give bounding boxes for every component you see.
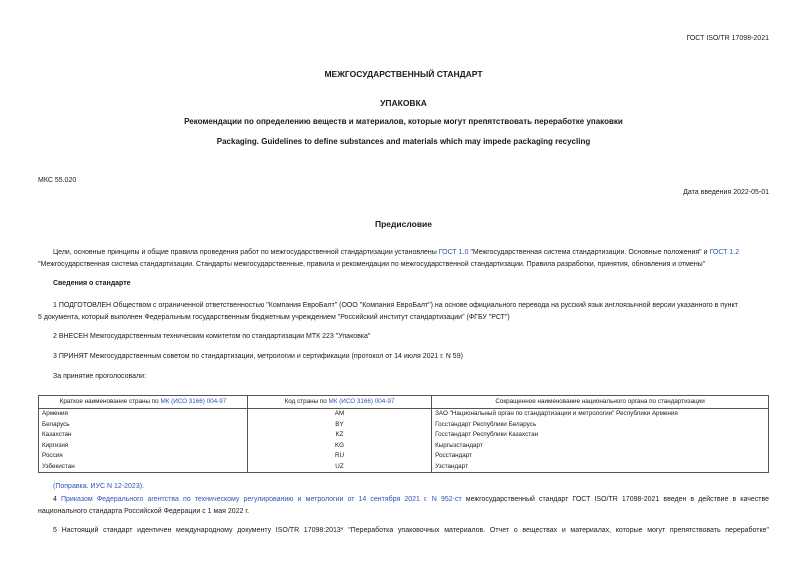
code-cell: RU <box>247 451 431 462</box>
column-header-code: Код страны по МК (ИСО 3166) 004-97 <box>247 396 431 409</box>
item-4-line-2: национального стандарта Российской Федерации с 1 мая 2022 г. <box>38 508 250 515</box>
table-row <box>39 451 769 462</box>
body-cell: Росстандарт <box>432 451 769 462</box>
foreword-text-b: "Межгосударственная система стандартизации. Основные положения" и <box>468 249 710 256</box>
item-4-line-1: 4 Приказом Федерального агентства по техническому регулированию и метрологии от 14 сентября 2021 г. N 952-ст межгосударственный стандарт ГОСТ ISO/TR 17098-2021 введен в действие в качестве <box>53 496 769 503</box>
foreword-paragraph <box>38 247 769 271</box>
item-5 <box>38 525 769 537</box>
table-header-row <box>39 396 769 409</box>
body-cell: Узстандарт <box>432 462 769 473</box>
item-1-line-2: 5 документа, который выполнен Федеральным государственным бюджетным учреждением "Российский институт стандартизации" (ФГБУ "РСТ") <box>38 314 510 321</box>
mk-iso-3166-link[interactable]: МК (ИСО 3166) 004-97 <box>328 397 395 405</box>
table-row <box>39 409 769 420</box>
foreword-heading: Предисловие <box>374 219 433 229</box>
code-cell: UZ <box>247 462 431 473</box>
item-2: 2 ВНЕСЕН Межгосударственным техническим комитетом по стандартизации МТК 223 "Упаковка" <box>53 333 371 340</box>
code-cell: KG <box>247 441 431 452</box>
country-cell: Беларусь <box>39 420 248 431</box>
body-cell: Госстандарт Республики Беларусь <box>432 420 769 431</box>
country-cell: Казахстан <box>39 430 248 441</box>
gost-1-0-link[interactable]: ГОСТ 1.0 <box>438 249 469 256</box>
document-title: УПАКОВКА <box>380 98 427 108</box>
country-cell: Узбекистан <box>39 462 248 473</box>
body-cell: ЗАО "Национальный орган по стандартизации и метрологии" Республики Армения <box>432 409 769 420</box>
country-cell: Киргизия <box>39 441 248 452</box>
order-link[interactable]: Приказом Федерального агентства по техническому регулированию и метрологии от 14 сентября 2021 г. N 952-ст <box>61 496 462 503</box>
item-4 <box>38 494 769 518</box>
column-header-body: Сокращенное наименование национального органа по стандартизации <box>432 396 769 409</box>
foreword-text-a: Цели, основные принципы и общие правила проведения работ по межгосударственной стандартизации установлены <box>53 249 439 256</box>
code-cell: KZ <box>247 430 431 441</box>
document-number: ГОСТ ISO/TR 17098-2021 <box>686 35 769 42</box>
country-cell: Россия <box>39 451 248 462</box>
amendment-link[interactable]: (Поправка. ИУС N 12-2023). <box>53 483 144 490</box>
table-row <box>39 430 769 441</box>
item-1-line-1: 1 ПОДГОТОВЛЕН Обществом с ограниченной ответственностью "Компания ЕвроБалт" (ООО "Компания ЕвроБалт") на основе официального перевода на русский язык англоязычной версии указанного в пункт <box>53 302 738 309</box>
document-subtitle-en: Packaging. Guidelines to define substances and materials which may impede packaging recycling <box>216 137 591 146</box>
voted-label: За принятие проголосовали: <box>53 373 146 380</box>
code-cell: BY <box>247 420 431 431</box>
table-row <box>39 462 769 473</box>
body-cell: Госстандарт Республики Казахстан <box>432 430 769 441</box>
introduction-date: Дата введения 2022-05-01 <box>683 189 769 196</box>
about-standard-heading: Сведения о стандарте <box>53 280 131 287</box>
standard-type: МЕЖГОСУДАРСТВЕННЫЙ СТАНДАРТ <box>324 69 483 79</box>
country-cell: Армения <box>39 409 248 420</box>
document-subtitle-ru: Рекомендации по определению веществ и материалов, которые могут препятствовать переработке упаковки <box>184 117 623 126</box>
mk-iso-3166-link[interactable]: МК (ИСО 3166) 004-97 <box>160 397 227 405</box>
foreword-text-c: "Межгосударственная система стандартизации. Стандарты межгосударственные, правила и рекомендации по межгосударственной стандартизации. Правила разработки, принятия, обновления и отмены" <box>38 261 706 268</box>
item-1 <box>38 300 769 324</box>
body-cell: Кыргызстандарт <box>432 441 769 452</box>
member-states-table <box>38 395 769 473</box>
table-row <box>39 420 769 431</box>
column-header-country: Краткое наименование страны по МК (ИСО 3166) 004-97 <box>39 396 248 409</box>
item-3: 3 ПРИНЯТ Межгосударственным советом по стандартизации, метрологии и сертификации (протокол от 14 июля 2021 г. N 59) <box>53 353 463 360</box>
item-5-line-1: 5 Настоящий стандарт идентичен международному документу ISO/TR 17098:2013* "Переработка упаковочных материалов. Отчет о веществах и материалах, которые могут препятствовать переработке" <box>53 527 769 534</box>
code-cell: AM <box>247 409 431 420</box>
gost-1-2-link[interactable]: ГОСТ 1.2 <box>709 249 740 256</box>
mks-code: МКС 55.020 <box>38 177 77 184</box>
table-row <box>39 441 769 452</box>
